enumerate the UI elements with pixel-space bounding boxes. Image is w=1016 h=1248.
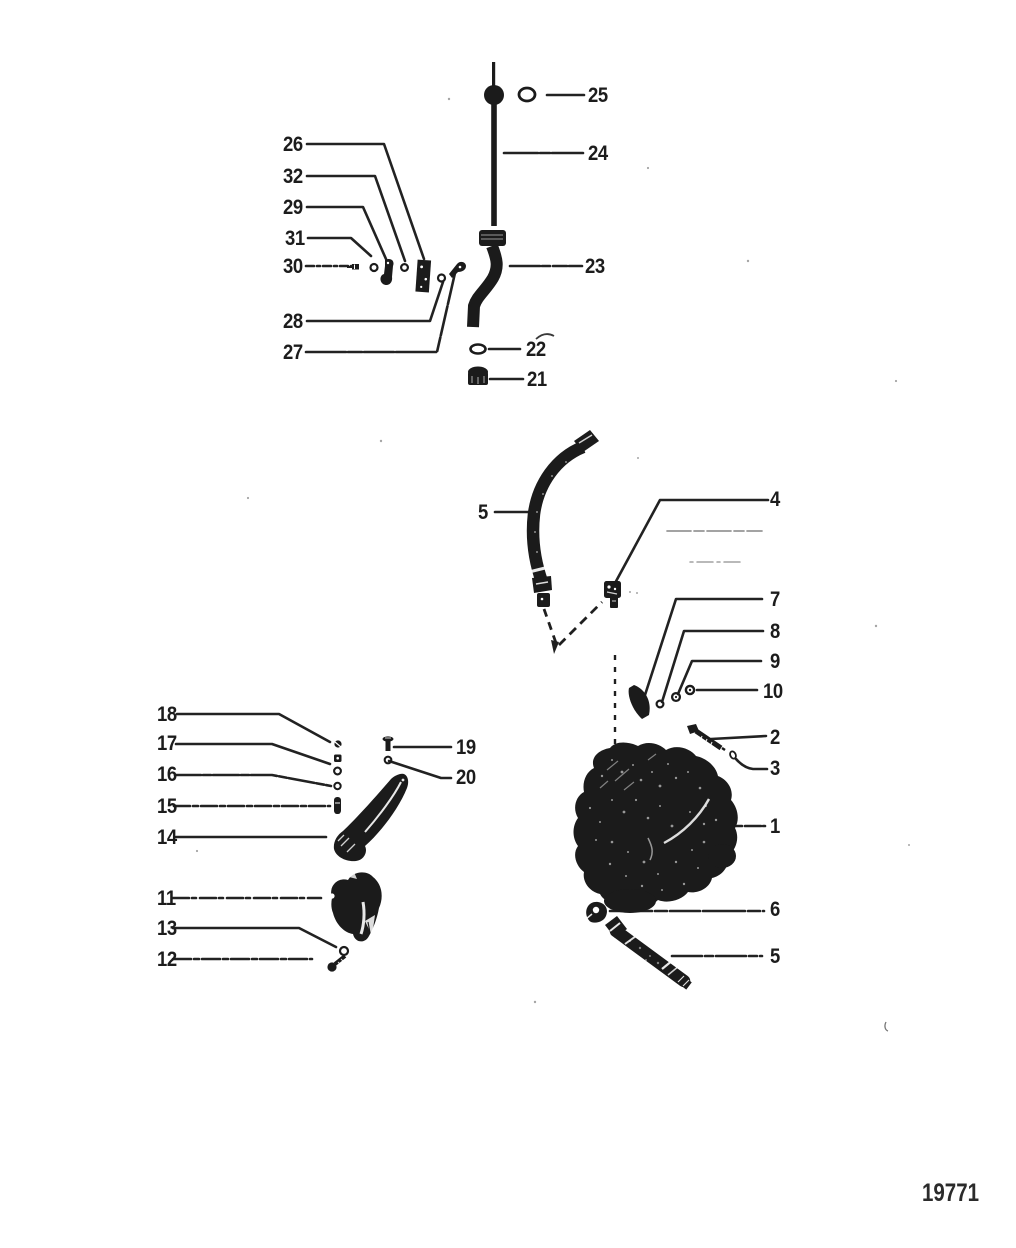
callout-1: 1	[770, 815, 780, 838]
screw-19	[383, 736, 394, 751]
washer-32	[401, 264, 408, 271]
hose-lower-5	[605, 916, 689, 986]
washer-8	[657, 701, 664, 708]
callout-21: 21	[527, 368, 547, 391]
callout-14: 14	[157, 826, 177, 849]
callout-2: 2	[770, 726, 780, 749]
callout-31: 31	[285, 227, 305, 250]
callout-18: 18	[157, 703, 177, 726]
oring-25	[519, 88, 535, 101]
nut-10	[686, 686, 694, 694]
callout-23: 23	[585, 255, 605, 278]
dipstick-rod-24	[484, 62, 504, 226]
leader-31	[308, 238, 371, 256]
leader-26	[307, 144, 424, 259]
washer-16	[334, 768, 341, 775]
screw-12	[327, 956, 345, 972]
dipstick-ball	[484, 85, 504, 105]
callout-32: 32	[283, 165, 303, 188]
transmission-assembly-1	[574, 743, 738, 914]
washer-13	[340, 947, 348, 955]
nut-17	[334, 755, 342, 763]
stray-mark	[885, 1022, 888, 1031]
dash-vertex-to-connector	[559, 602, 602, 645]
callout-6: 6	[770, 898, 780, 921]
callout-22: 22	[526, 338, 546, 361]
leader-8	[662, 631, 763, 702]
faded-leader-lines	[667, 531, 762, 562]
dash-arrowhead	[551, 640, 559, 654]
elbow-fitting-6	[586, 902, 607, 923]
callout-9: 9	[770, 650, 780, 673]
callout-30: 30	[283, 255, 303, 278]
callout-7: 7	[770, 588, 780, 611]
leader-17	[176, 744, 330, 764]
gasket-22	[471, 345, 486, 354]
callout-25: 25	[588, 84, 608, 107]
callout-24: 24	[588, 142, 608, 165]
drawing-number: 19771	[922, 1179, 980, 1207]
clip-29	[380, 259, 393, 285]
fitting-27	[449, 262, 466, 278]
callout-4: 4	[770, 488, 780, 511]
plate-26	[415, 260, 431, 293]
parts	[327, 62, 737, 986]
callout-15: 15	[157, 795, 177, 818]
leader-3	[736, 759, 767, 769]
washer-16b	[334, 783, 340, 789]
callout-20: 20	[456, 766, 476, 789]
callout-17: 17	[157, 732, 177, 755]
bracket-11	[329, 872, 381, 941]
leader-32	[307, 176, 405, 261]
callout-3: 3	[770, 757, 780, 780]
callout-27: 27	[283, 341, 303, 364]
screw-30	[347, 264, 359, 270]
leader-4	[614, 500, 768, 585]
callout-19: 19	[456, 736, 476, 759]
bracket-14	[334, 774, 408, 861]
callout-29: 29	[283, 196, 303, 219]
assembly-dashed-lines	[544, 602, 615, 748]
leader-13	[173, 928, 336, 947]
callout-11: 11	[157, 887, 176, 910]
leader-7	[645, 599, 762, 695]
callout-5-lower: 5	[770, 945, 780, 968]
filler-tube-23	[473, 230, 506, 327]
callout-16: 16	[157, 763, 177, 786]
leader-18	[177, 714, 330, 742]
connector-4	[604, 581, 621, 608]
leader-16	[175, 775, 331, 786]
dash-hose-to-vertex	[544, 609, 556, 643]
callout-13: 13	[157, 917, 177, 940]
nut-9	[672, 693, 680, 701]
leader-29	[307, 207, 386, 259]
callout-26: 26	[283, 133, 303, 156]
hose-upper-5	[529, 430, 599, 607]
pin-15	[334, 797, 341, 814]
washer-28	[438, 275, 445, 282]
washer-31	[371, 264, 378, 271]
callout-8: 8	[770, 620, 780, 643]
screw-18	[334, 740, 341, 747]
leader-2	[711, 736, 766, 739]
bolt-2	[687, 724, 725, 750]
plug-21	[468, 367, 488, 386]
callout-12: 12	[157, 948, 177, 971]
callout-28: 28	[283, 310, 303, 333]
callout-5-upper: 5	[478, 501, 488, 524]
callout-10: 10	[763, 680, 783, 703]
washer-20	[385, 757, 392, 764]
washer-3	[729, 750, 737, 759]
